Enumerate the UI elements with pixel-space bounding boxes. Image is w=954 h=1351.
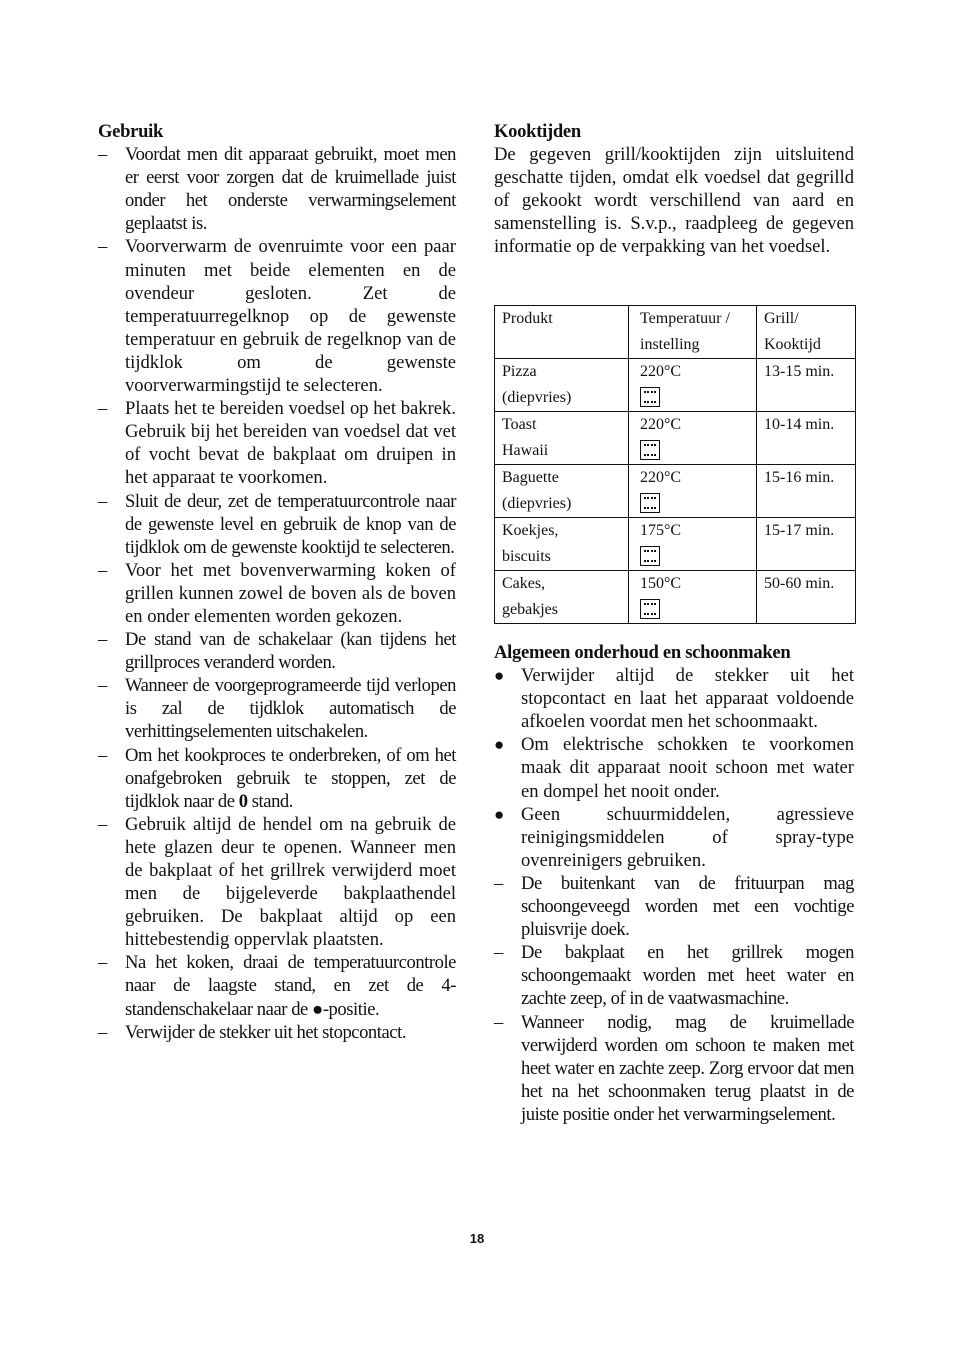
list-item: ● Geen schuurmiddelen, agressieve reinigingsmiddelen of spray-type ovenreinigers gebruiken. xyxy=(494,803,854,871)
table-header-cell: Produkt xyxy=(495,306,629,359)
product-cell: Koekjes, biscuits xyxy=(495,518,629,571)
temperature-cell: 220°C xyxy=(629,412,757,465)
maintenance-list xyxy=(494,664,854,1126)
list-item: – Voor het met bovenverwarming koken of grillen kunnen zowel de boven als de boven en onder elementen worden gekozen. xyxy=(98,559,456,627)
cooking-times-intro: De gegeven grill/kooktijden zijn uitsluitend geschatte tijden, omdat elk voedsel dat gegrilld of gekookt wordt verschillend van aard en samenstelling is. S.v.p., raadpleeg de gegeven informatie op de verpakking van het voedsel. xyxy=(494,144,854,258)
list-item: – Voorverwarm de ovenruimte voor een paar minuten met beide elementen en de ovendeur gesloten. Zet de temperatuurregelknop op de gewenste temperatuur en gebruik de regelknop van de tijdklok om de gewenste voorverwarmingstijd te selecteren. xyxy=(98,236,456,397)
table-header-row xyxy=(495,306,856,359)
table-row xyxy=(495,359,856,412)
temperature-cell: 220°C xyxy=(629,359,757,412)
page-number: 18 xyxy=(469,1231,485,1246)
bullet-icon: ● xyxy=(494,666,505,686)
section-heading-kooktijden: Kooktijden xyxy=(494,121,581,142)
maintenance-section xyxy=(494,641,854,1126)
table-row xyxy=(495,518,856,571)
list-item: – Om het kookproces te onderbreken, of om het onafgebroken gebruik te stoppen, zet de tijdklok naar de 0 stand. xyxy=(98,744,456,812)
oven-both-elements-icon xyxy=(640,493,660,513)
table-row xyxy=(495,571,856,624)
product-cell: Pizza (diepvries) xyxy=(495,359,629,412)
right-column xyxy=(494,120,854,259)
product-cell: Toast Hawaii xyxy=(495,412,629,465)
list-item: – Plaats het te bereiden voedsel op het bakrek. Gebruik bij het bereiden van voedsel dat vet of vocht bevat de bakplaat om druipen in het apparaat te voorkomen. xyxy=(98,398,456,489)
time-cell: 15-17 min. xyxy=(757,518,856,571)
time-cell: 10-14 min. xyxy=(757,412,856,465)
list-item: – Voordat men dit apparaat gebruikt, moet men er eerst voor zorgen dat de kruimellade juist onder het onderste verwarmingselement geplaatst is. xyxy=(98,144,456,235)
oven-both-elements-icon xyxy=(640,387,660,407)
temperature-cell: 220°C xyxy=(629,465,757,518)
product-cell: Cakes, gebakjes xyxy=(495,571,629,624)
time-cell: 13-15 min. xyxy=(757,359,856,412)
list-item: ● Verwijder altijd de stekker uit het stopcontact en laat het apparaat voldoende afkoelen voordat men het schoonmaakt. xyxy=(494,665,854,733)
list-item: – De stand van de schakelaar (kan tijdens het grillproces veranderd worden. xyxy=(98,629,456,674)
list-item: – Na het koken, draai de temperatuurcontrole naar de laagste stand, en zet de 4-standenschakelaar naar de ●-positie. xyxy=(98,952,456,1020)
table-row xyxy=(495,412,856,465)
temperature-cell: 150°C xyxy=(629,571,757,624)
section-heading-onderhoud: Algemeen onderhoud en schoonmaken xyxy=(494,642,791,663)
oven-both-elements-icon xyxy=(640,546,660,566)
oven-both-elements-icon xyxy=(640,440,660,460)
table-header-cell: Temperatuur / instelling xyxy=(629,306,757,359)
left-column xyxy=(98,120,456,1044)
product-cell: Baguette (diepvries) xyxy=(495,465,629,518)
table-row xyxy=(495,465,856,518)
cooking-times-table xyxy=(494,305,856,624)
list-item: – Wanneer de voorgeprogrameerde tijd verlopen is zal de tijdklok automatisch de verhittingselementen uitschakelen. xyxy=(98,675,456,743)
list-item: – Verwijder de stekker uit het stopcontact. xyxy=(98,1021,407,1043)
stand-zero: 0 xyxy=(238,790,248,812)
section-heading-gebruik: Gebruik xyxy=(98,121,164,142)
time-cell: 15-16 min. xyxy=(757,465,856,518)
time-cell: 50-60 min. xyxy=(757,571,856,624)
oven-both-elements-icon xyxy=(640,599,660,619)
temperature-cell: 175°C xyxy=(629,518,757,571)
list-item: – De bakplaat en het grillrek mogen schoongemaakt worden met heet water en zachte zeep, of in de vaatwasmachine. xyxy=(494,942,854,1010)
list-item: ● Om elektrische schokken te voorkomen maak dit apparaat nooit schoon met water en dompel het nooit onder. xyxy=(494,734,854,802)
usage-list xyxy=(98,143,456,1044)
list-item: – Gebruik altijd de hendel om na gebruik de hete glazen deur te openen. Wanneer men de bakplaat of het grillrek verwijderd moet men de bijgeleverde bakplaathendel gebruiken. De bakplaat altijd op een hittebestendig oppervlak plaatsten. xyxy=(98,813,456,951)
bullet-icon: ● xyxy=(494,735,505,755)
bullet-icon: ● xyxy=(494,804,505,824)
list-item: – Wanneer nodig, mag de kruimellade verwijderd worden om schoon te maken met heet water en zachte zeep. Zorg ervoor dat men het na het schoonmaken terug plaatst in de juiste positie onder het verwarmingselement. xyxy=(494,1011,854,1125)
table-header-cell: Grill/ Kooktijd xyxy=(757,306,856,359)
list-item: – De buitenkant van de frituurpan mag schoongeveegd worden met een vochtige pluisvrije doek. xyxy=(494,872,854,941)
list-item: – Sluit de deur, zet de temperatuurcontrole naar de gewenste level en gebruik de knop van de tijdklok om de gewenste kooktijd te selecteren. xyxy=(98,490,456,558)
